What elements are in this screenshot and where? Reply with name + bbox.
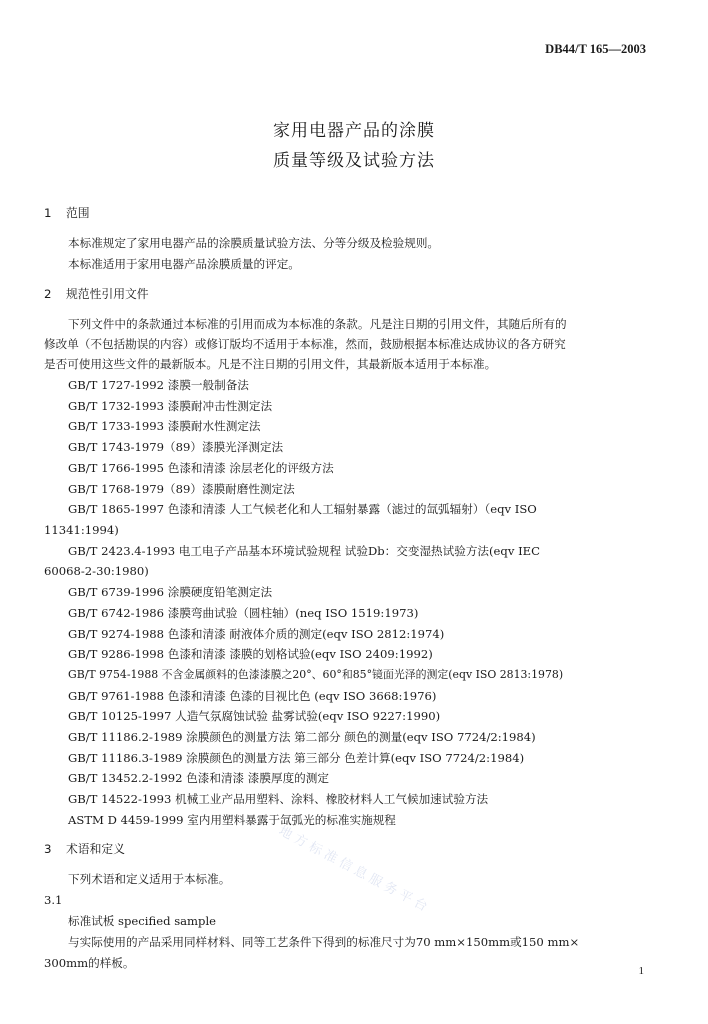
reference-item: GB/T 9761-1988 色漆和清漆 色漆的目视比色 (eqv ISO 3668:1976): [68, 689, 437, 703]
reference-item: GB/T 11186.2-1989 涂膜颜色的测量方法 第二部分 颜色的测量(eqv ISO 7724/2:1984): [68, 730, 536, 744]
reference-item: GB/T 2423.4-1993 电工电子产品基本环境试验规程 试验Db：交变湿热试验方法(eqv IEC: [68, 544, 540, 558]
reference-item: GB/T 6739-1996 涂膜硬度铅笔测定法: [68, 585, 273, 599]
section-number: 3: [44, 842, 52, 856]
section-2-heading: [44, 286, 149, 302]
reference-item: GB/T 1732-1993 漆膜耐冲击性测定法: [68, 399, 273, 413]
term-specified-sample: 标准试板 specified sample: [68, 914, 217, 928]
normative-intro-line-3: 是否可使用这些文件的最新版本。凡是不注日期的引用文件，其最新版本适用于本标准。: [44, 357, 497, 371]
reference-item-continued: 11341:1994): [44, 523, 119, 537]
section-1-heading: [44, 205, 90, 221]
section-title: 规范性引用文件: [66, 287, 149, 301]
section-number: 2: [44, 287, 52, 301]
scope-paragraph-2: 本标准适用于家用电器产品涂膜质量的评定。: [68, 257, 300, 271]
section-3-heading: [44, 841, 125, 857]
reference-item: ASTM D 4459-1999 室内用塑料暴露于氙弧光的标准实施规程: [68, 813, 396, 827]
reference-item: GB/T 6742-1986 漆膜弯曲试验（圆柱轴）(neq ISO 1519:1973): [68, 606, 419, 620]
reference-item: GB/T 11186.3-1989 涂膜颜色的测量方法 第三部分 色差计算(eqv ISO 7724/2:1984): [68, 751, 525, 765]
reference-item-continued: 60068-2-30:1980): [44, 564, 149, 578]
reference-item: GB/T 10125-1997 人造气氛腐蚀试验 盐雾试验(eqv ISO 9227:1990): [68, 709, 441, 723]
page-number: 1: [638, 965, 644, 977]
term-definition-line-1: 与实际使用的产品采用同样材料、同等工艺条件下得到的标准尺寸为70 mm×150mm或150 mm×: [68, 935, 580, 949]
section-number: 1: [44, 206, 52, 220]
standard-code: DB44/T 165—2003: [545, 42, 646, 56]
reference-item: GB/T 1768-1979（89）漆膜耐磨性测定法: [68, 482, 295, 496]
subsection-number: 3.1: [44, 893, 63, 907]
reference-item: GB/T 1733-1993 漆膜耐水性测定法: [68, 419, 261, 433]
document-title-line1: 家用电器产品的涂膜: [273, 121, 435, 141]
reference-item: GB/T 9754-1988 不含金属颜料的色漆漆膜之20°、60°和85°镜面光泽的测定(eqv ISO 2813:1978): [68, 668, 564, 681]
normative-intro-line-2: 修改单（不包括勘误的内容）或修订版均不适用于本标准，然而，鼓励根据本标准达成协议的各方研究: [44, 337, 566, 351]
reference-item: GB/T 1766-1995 色漆和清漆 涂层老化的评级方法: [68, 461, 334, 475]
watermark: 地方标准信息服务平台: [276, 823, 434, 917]
reference-item: GB/T 1727-1992 漆膜一般制备法: [68, 378, 249, 392]
term-definition-line-2: 300mm的样板。: [44, 956, 135, 970]
terms-intro: 下列术语和定义适用于本标准。: [68, 872, 231, 886]
scope-paragraph-1: 本标准规定了家用电器产品的涂膜质量试验方法、分等分级及检验规则。: [68, 236, 440, 250]
reference-item: GB/T 9274-1988 色漆和清漆 耐液体介质的测定(eqv ISO 2812:1974): [68, 627, 445, 641]
document-title-line2: 质量等级及试验方法: [273, 151, 435, 171]
reference-item: GB/T 14522-1993 机械工业产品用塑料、涂料、橡胶材料人工气候加速试验方法: [68, 792, 489, 806]
reference-item: GB/T 1743-1979（89）漆膜光泽测定法: [68, 440, 284, 454]
section-title: 范围: [66, 206, 90, 220]
reference-item: GB/T 9286-1998 色漆和清漆 漆膜的划格试验(eqv ISO 2409:1992): [68, 647, 433, 661]
reference-item: GB/T 13452.2-1992 色漆和清漆 漆膜厚度的测定: [68, 771, 329, 785]
reference-item: GB/T 1865-1997 色漆和清漆 人工气候老化和人工辐射暴露（滤过的氙弧辐射）（eqv ISO: [68, 502, 537, 516]
normative-intro-line-1: 下列文件中的条款通过本标准的引用而成为本标准的条款。凡是注日期的引用文件，其随后所有的: [68, 317, 567, 331]
section-title: 术语和定义: [66, 842, 125, 856]
